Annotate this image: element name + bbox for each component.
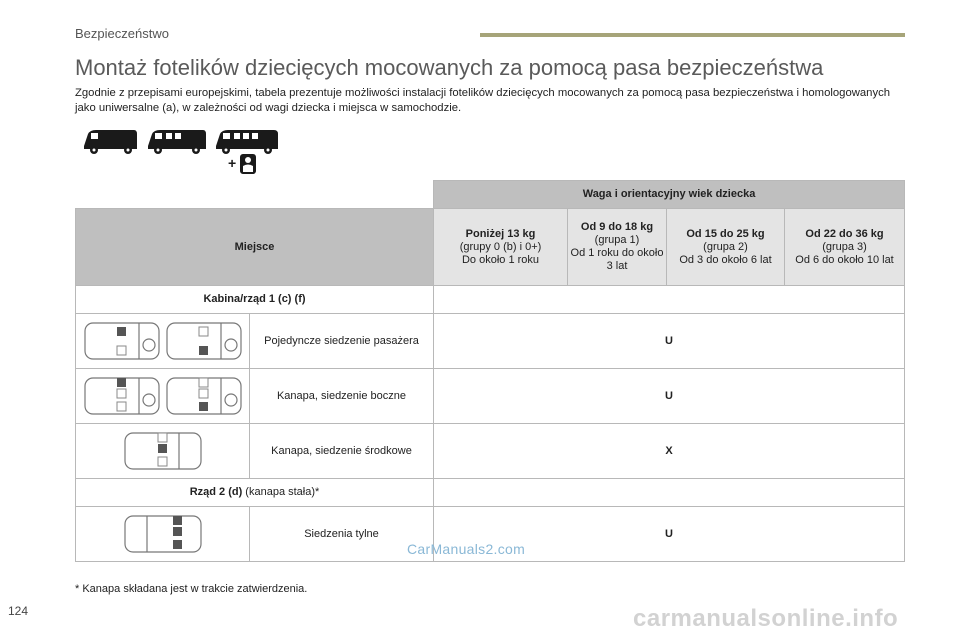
section-row-2-rest: (kanapa stała)*	[242, 486, 320, 498]
column-title: Od 22 do 36 kg	[805, 227, 884, 240]
column-age: Od 1 roku do około 3 lat	[570, 247, 664, 272]
header-rule	[480, 33, 905, 37]
section-row-2-bold: Rząd 2 (d)	[189, 486, 243, 498]
van-icon	[216, 130, 278, 154]
child-seat-plus-icon	[228, 154, 256, 174]
section-row-2	[76, 479, 434, 507]
seat-value: U	[434, 314, 905, 369]
weight-group-header: Waga i orientacyjny wiek dziecka	[434, 181, 905, 209]
seat-diagram-rear	[76, 507, 250, 562]
column-group: (grupy 0 (b) i 0+)	[459, 240, 542, 253]
seat-diagram-bench-middle	[76, 424, 250, 479]
seat-label: Kanapa, siedzenie środkowe	[250, 424, 434, 479]
column-title: Od 9 do 18 kg	[580, 221, 654, 233]
page-title: Montaż fotelików dziecięcych mocowanych za pomocą pasa bezpieczeństwa	[75, 55, 824, 80]
footnote: * Kanapa składana jest w trakcie zatwierdzenia.	[75, 583, 308, 595]
column-header-2	[568, 209, 667, 286]
car-seat-diagram	[79, 319, 247, 363]
place-header: Miejsce	[76, 209, 434, 286]
seat-diagram-bench-side	[76, 369, 250, 424]
column-header-1	[434, 209, 568, 286]
seat-label: Kanapa, siedzenie boczne	[250, 369, 434, 424]
column-title: Od 15 do 25 kg	[686, 227, 765, 240]
empty-corner	[76, 181, 434, 209]
car-seat-diagram	[79, 512, 247, 556]
seat-value: X	[434, 424, 905, 479]
seat-diagram-single	[76, 314, 250, 369]
watermark-carmanualsonline: carmanualsonline.info	[633, 605, 899, 632]
column-header-4	[785, 209, 905, 286]
page-number: 124	[8, 604, 29, 618]
svg-text:+: +	[228, 155, 237, 171]
section-row-empty	[434, 286, 905, 314]
column-group: (grupa 1)	[594, 234, 640, 246]
seat-value: U	[434, 507, 905, 562]
section-row-empty	[434, 479, 905, 507]
section-row-1: Kabina/rząd 1 (c) (f)	[76, 286, 434, 314]
seat-table	[75, 180, 905, 562]
vehicle-icons	[82, 124, 282, 180]
section-label: Bezpieczeństwo	[75, 26, 169, 41]
seat-label: Pojedyncze siedzenie pasażera	[250, 314, 434, 369]
column-age: Od 6 do około 10 lat	[795, 253, 894, 266]
car-seat-diagram	[79, 429, 247, 473]
seat-label: Siedzenia tylne	[250, 507, 434, 562]
car-seat-diagram	[79, 374, 247, 418]
van-icon	[148, 130, 206, 154]
column-header-3	[667, 209, 785, 286]
column-age: Do około 1 roku	[461, 253, 540, 266]
watermark-carmanuals2: CarManuals2.com	[407, 541, 526, 557]
column-group: (grupa 3)	[822, 240, 867, 253]
column-age: Od 3 do około 6 lat	[679, 253, 772, 266]
column-group: (grupa 2)	[703, 240, 748, 253]
intro-paragraph: Zgodnie z przepisami europejskimi, tabela prezentuje możliwości instalacji fotelików dziecięcych mocowanych za pomocą pasa bezpieczeństwa i homologowanych jako uniwersalne (a), w zależności od wagi dziecka i miejsca w samochodzie.	[75, 87, 891, 114]
column-title: Poniżej 13 kg	[465, 227, 536, 240]
seat-value: U	[434, 369, 905, 424]
van-icon	[84, 130, 137, 154]
